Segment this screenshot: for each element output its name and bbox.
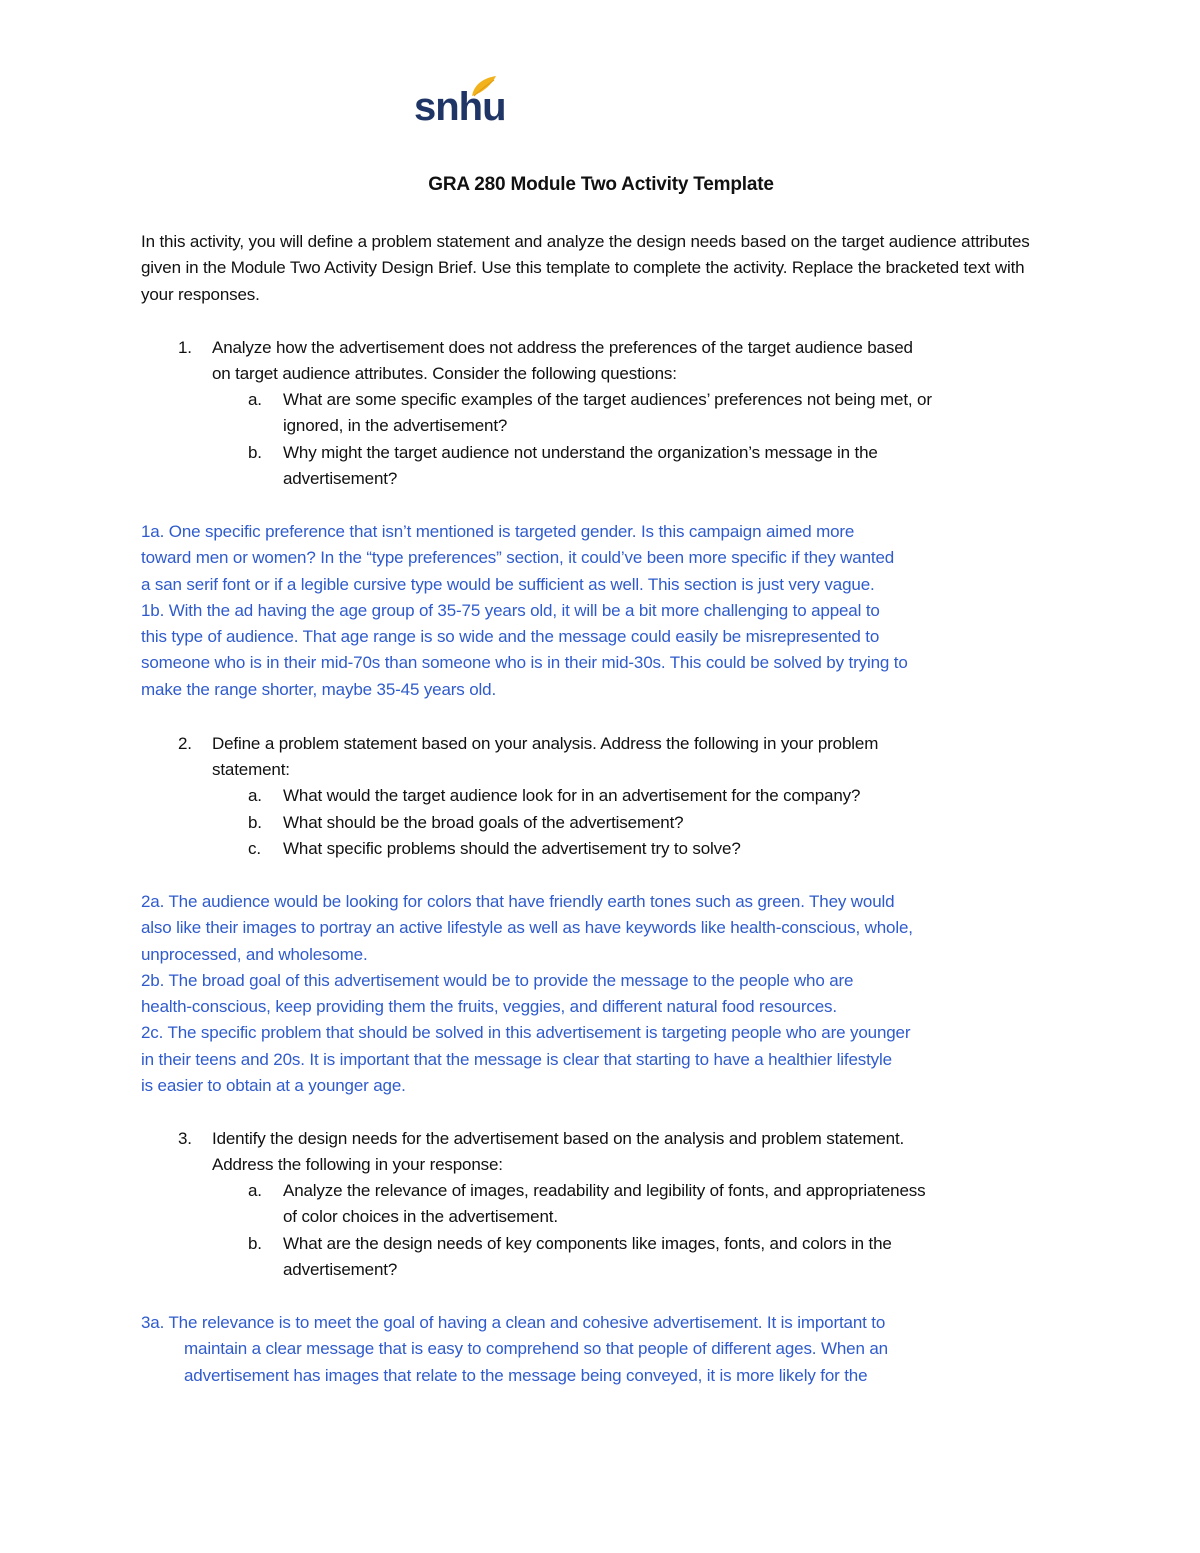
answer-line: unprocessed, and wholesome.	[141, 944, 368, 964]
intro-paragraph: In this activity, you will define a problem statement and analyze the design needs based on the target audience attributes given in the Module Two Activity Design Brief. Use this template to complete the activity. Replace the bracketed text with your responses.	[141, 232, 1030, 304]
logo-text: snhu	[414, 85, 506, 129]
question-1a	[248, 387, 1063, 440]
question-line: Identify the design needs for the advertisement based on the analysis and problem statement.	[212, 1129, 905, 1148]
answer-line: 2b. The broad goal of this advertisement would be to provide the message to the people who are	[141, 970, 854, 990]
page-title: GRA 280 Module Two Activity Template	[428, 174, 774, 195]
sub-line: advertisement?	[283, 469, 398, 489]
answer-line: 2a. The audience would be looking for colors that have friendly earth tones such as green. They would	[141, 892, 895, 911]
question-2b	[248, 810, 1063, 836]
question-line: Define a problem statement based on your analysis. Address the following in your problem	[212, 734, 879, 753]
sub-letter: a.	[248, 786, 262, 805]
answer-line: in their teens and 20s. It is important that the message is clear that starting to have a healthier lifestyle	[141, 1049, 892, 1069]
question-number: 1.	[178, 338, 192, 357]
answer-line: 1b. With the ad having the age group of 35-75 years old, it will be a bit more challenging to appeal to	[141, 600, 880, 620]
question-line: statement:	[212, 760, 290, 780]
answer-line: 1a. One specific preference that isn’t mentioned is targeted gender. Is this campaign aimed more	[141, 522, 855, 541]
answer-line: is easier to obtain at a younger age.	[141, 1076, 406, 1096]
answer-line: someone who is in their mid-70s than someone who is in their mid-30s. This could be solved by trying to	[141, 653, 908, 673]
sub-letter: b.	[248, 1234, 262, 1253]
sub-line: What are the design needs of key components like images, fonts, and colors in the	[283, 1234, 892, 1253]
question-3b	[248, 1231, 1063, 1284]
question-1b	[248, 440, 1063, 493]
sub-line: What should be the broad goals of the advertisement?	[283, 813, 684, 832]
answer-line: maintain a clear message that is easy to comprehend so that people of different ages. When an	[184, 1339, 888, 1359]
sub-letter: c.	[248, 839, 261, 858]
answer-line: 2c. The specific problem that should be solved in this advertisement is targeting people who are younger	[141, 1023, 911, 1043]
answer-line: toward men or women? In the “type preferences” section, it could’ve been more specific if they wanted	[141, 548, 895, 568]
answer-line: this type of audience. That age range is so wide and the message could easily be misrepresented to	[141, 627, 880, 647]
answer-line: 3a. The relevance is to meet the goal of having a clean and cohesive advertisement. It is important to	[141, 1313, 886, 1332]
answer-line: health-conscious, keep providing them the fruits, veggies, and different natural food resources.	[141, 997, 837, 1017]
answer-3	[141, 1310, 1041, 1389]
question-line: on target audience attributes. Consider the following questions:	[212, 364, 677, 384]
question-line: Address the following in your response:	[212, 1155, 503, 1175]
answer-line: also like their images to portray an active lifestyle as well as have keywords like health-conscious, whole,	[141, 918, 913, 938]
sub-line: of color choices in the advertisement.	[283, 1207, 558, 1227]
sub-line: What are some specific examples of the target audiences’ preferences not being met, or	[283, 390, 932, 409]
question-3	[178, 1126, 1062, 1179]
question-3a	[248, 1178, 1063, 1231]
sub-line: Why might the target audience not understand the organization’s message in the	[283, 443, 878, 462]
question-1	[178, 335, 1062, 388]
sub-line: What would the target audience look for in an advertisement for the company?	[283, 786, 861, 805]
answer-2	[141, 889, 913, 1099]
sub-line: advertisement?	[283, 1260, 398, 1280]
answer-1	[141, 519, 908, 703]
sub-line: Analyze the relevance of images, readability and legibility of fonts, and appropriateness	[283, 1181, 926, 1200]
question-line: Analyze how the advertisement does not address the preferences of the target audience based	[212, 338, 913, 357]
question-number: 3.	[178, 1129, 192, 1148]
answer-line: advertisement has images that relate to the message being conveyed, it is more likely for the	[184, 1365, 868, 1385]
sub-line: What specific problems should the advertisement try to solve?	[283, 839, 741, 858]
answer-line: make the range shorter, maybe 35-45 years old.	[141, 679, 497, 699]
question-2	[178, 731, 1062, 784]
sub-line: ignored, in the advertisement?	[283, 416, 508, 436]
snhu-logo	[414, 74, 504, 134]
question-2a	[248, 783, 1063, 809]
question-number: 2.	[178, 734, 192, 753]
answer-line: a san serif font or if a legible cursive type would be sufficient as well. This section is just very vague.	[141, 574, 875, 594]
sub-letter: a.	[248, 1181, 262, 1200]
sub-letter: b.	[248, 813, 262, 832]
question-2c	[248, 836, 1063, 862]
sub-letter: a.	[248, 390, 262, 409]
sub-letter: b.	[248, 443, 262, 462]
